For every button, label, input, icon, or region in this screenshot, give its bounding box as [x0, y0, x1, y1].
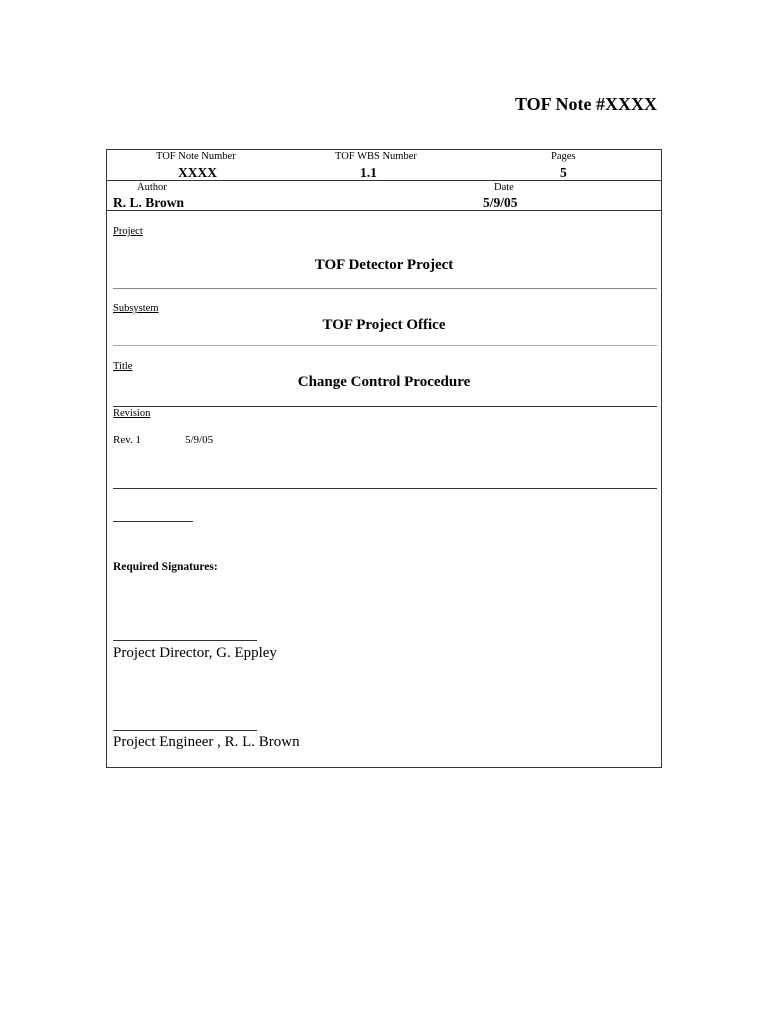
subsystem-value: TOF Project Office [322, 317, 446, 333]
date-value: 5/9/05 [483, 195, 518, 210]
project-label: Project [113, 226, 143, 237]
row-divider [107, 180, 661, 181]
note-number-value: XXXX [178, 165, 217, 180]
note-number-label: TOF Note Number [156, 151, 236, 162]
title-value: Change Control Procedure [297, 374, 471, 390]
row-divider [107, 210, 661, 211]
project-divider [113, 288, 657, 289]
subsystem-divider [113, 345, 657, 346]
wbs-number-value: 1.1 [360, 165, 377, 180]
document-title: TOF Note #XXXX [515, 94, 657, 114]
pages-label: Pages [551, 151, 576, 162]
project-value: TOF Detector Project [314, 257, 454, 273]
title-label: Title [113, 361, 133, 372]
author-value: R. L. Brown [113, 195, 185, 210]
required-signatures-heading: Required Signatures: [113, 561, 218, 573]
signature-name-engineer: Project Engineer , R. L. Brown [113, 734, 300, 750]
date-label: Date [494, 182, 514, 193]
pages-value: 5 [560, 165, 567, 180]
note-form [106, 149, 662, 768]
signature-line[interactable] [113, 640, 257, 641]
signature-name-director: Project Director, G. Eppley [113, 645, 277, 661]
revision-number: Rev. 1 [113, 434, 142, 446]
short-divider [113, 521, 193, 522]
subsystem-label: Subsystem [113, 303, 159, 314]
revision-divider [113, 488, 657, 489]
revision-label: Revision [113, 408, 151, 419]
signature-line[interactable] [113, 730, 257, 731]
author-label: Author [137, 182, 167, 193]
title-divider [113, 406, 657, 407]
revision-date: 5/9/05 [185, 434, 214, 446]
wbs-number-label: TOF WBS Number [335, 151, 417, 162]
